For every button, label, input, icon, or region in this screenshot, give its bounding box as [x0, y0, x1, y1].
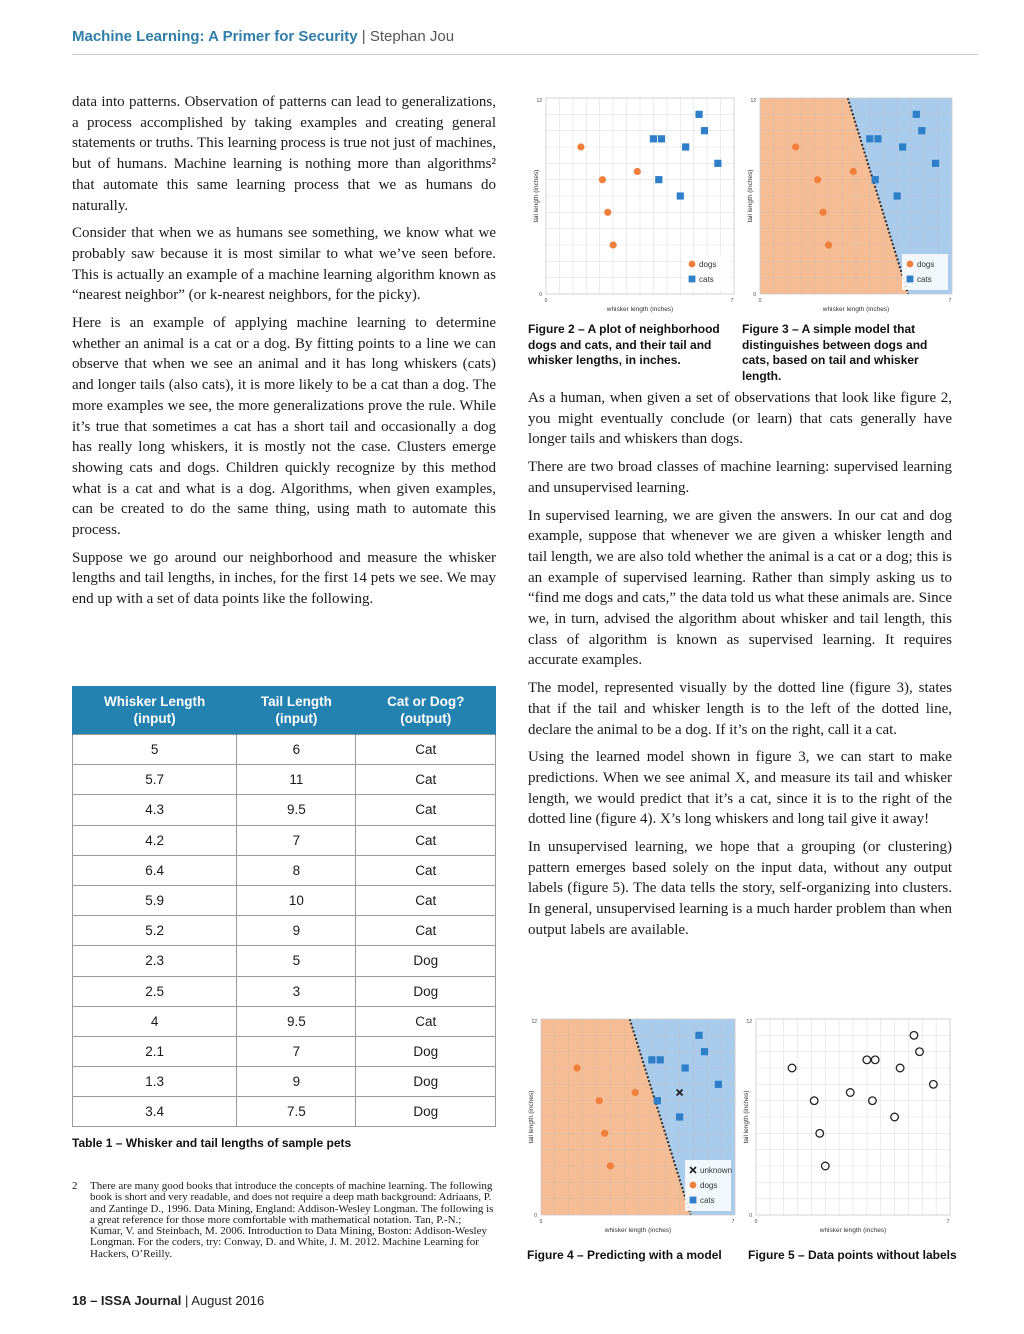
data-point	[601, 1130, 608, 1137]
table-row	[73, 735, 496, 765]
data-point	[632, 1089, 639, 1096]
data-point	[918, 127, 925, 134]
figure-5	[742, 1015, 954, 1237]
data-point	[596, 1097, 603, 1104]
table-cell: Cat	[356, 795, 496, 825]
table-cell: Cat	[356, 825, 496, 855]
data-point	[869, 1097, 877, 1105]
table-header-row	[73, 686, 496, 735]
table-cell: Cat	[356, 885, 496, 915]
y-axis-label: tail length (inches)	[528, 1090, 535, 1144]
data-point	[682, 1064, 689, 1071]
table-cell: 5.2	[73, 916, 237, 946]
data-point	[792, 143, 799, 150]
data-point	[701, 1048, 708, 1055]
y-axis-label: tail length (inches)	[747, 169, 754, 223]
figure-4-caption: Figure 4 – Predicting with a model	[527, 1248, 722, 1262]
x-tick-label: 0	[539, 1219, 543, 1225]
legend-marker	[907, 261, 914, 268]
table-cell: 4.3	[73, 795, 237, 825]
x-tick-label: 7	[731, 1219, 735, 1225]
figure-3-caption: Figure 3 – A simple model that distinguishes between dogs and cats, based on tail and whisker length.	[742, 322, 928, 383]
figure-5-caption: Figure 5 – Data points without labels	[748, 1248, 957, 1262]
header-separator: |	[357, 28, 370, 45]
x-tick-label: 7	[948, 298, 952, 304]
figure-4-plot	[527, 1015, 739, 1237]
legend-label: cats	[699, 275, 714, 284]
paragraph: In supervised learning, we are given the answers. In our cat and dog example, suppose that whenever we are given a whisker length and tail length, we are also told whether the animal is a cat or a dog; this is an example of supervised learning. Rather than simply asking us to “find me dogs and cats,” the data told us what these animals are. Since we, in turn, advised the algorithm about whisker and tail length, this class of algorithm is known as supervised learning. It requires accurate examples.	[528, 507, 952, 669]
table-cell: Dog	[356, 946, 496, 976]
data-point	[648, 1056, 655, 1063]
figure-2-plot	[532, 94, 738, 316]
table-cell: 7.5	[237, 1097, 356, 1127]
table-cell: 6.4	[73, 855, 237, 885]
data-point	[655, 176, 662, 183]
y-tick-label: 0	[749, 1213, 752, 1219]
table-cell: 9.5	[237, 1006, 356, 1036]
x-tick-label: 7	[730, 298, 734, 304]
data-point	[816, 1130, 824, 1138]
table-cell: Dog	[356, 1067, 496, 1097]
legend-label: dogs	[699, 260, 717, 269]
table-row	[73, 1097, 496, 1127]
table-cell: 5.9	[73, 885, 237, 915]
data-point	[872, 176, 879, 183]
table-cell: 1.3	[73, 1067, 237, 1097]
x-tick-label: 0	[544, 298, 548, 304]
footer-page-journal: 18 – ISSA Journal	[72, 1293, 182, 1308]
data-point	[577, 143, 584, 150]
figure-4	[527, 1015, 739, 1237]
table-cell: Cat	[356, 735, 496, 765]
table-row	[73, 1067, 496, 1097]
table-cell: 6	[237, 735, 356, 765]
table-cell: 4	[73, 1006, 237, 1036]
data-point	[825, 241, 832, 248]
paragraph: Consider that when we as humans see something, we know what we probably saw because it is most similar to what we’ve seen before. This is actually an example of a machine learning algorithm known as “nearest neighbor” (or k-nearest neighbors, for the picky).	[72, 225, 496, 304]
table-cell: 9.5	[237, 795, 356, 825]
table-cell: 10	[237, 885, 356, 915]
footer-separator: |	[181, 1293, 192, 1308]
legend-marker	[689, 261, 696, 268]
table-cell: 2.5	[73, 976, 237, 1006]
table-cell: Cat	[356, 916, 496, 946]
table-cell: 5.7	[73, 765, 237, 795]
table-cell: 11	[237, 765, 356, 795]
table-cell: 8	[237, 855, 356, 885]
legend-marker	[907, 276, 914, 283]
data-point	[874, 135, 881, 142]
table-cell: 7	[237, 825, 356, 855]
table-cell: Dog	[356, 1036, 496, 1066]
data-point	[650, 135, 657, 142]
figure-2-caption: Figure 2 – A plot of neighborhood dogs and cats, and their tail and whisker lengths, in inches.	[528, 322, 720, 367]
table-cell: 5	[237, 946, 356, 976]
figure-3-plot	[746, 94, 956, 316]
table-cell: Dog	[356, 1097, 496, 1127]
legend-label: dogs	[700, 1181, 718, 1190]
table-cell: 9	[237, 916, 356, 946]
y-tick-label: 0	[534, 1213, 537, 1219]
footnote-text: There are many good books that introduce the concepts of machine learning. The following book is short and very readable, and does not require a deep math background: Adriaans, P. and Zantinge D., 1996. Data Mining, England: Addison-Wesley Longman. The following is a great reference for those more comfortable with mathematical notation. Tan, P.-N.; Kumar, V. and Steinbach, M. 2006. Introduction to Data Mining, Boston: Addison-Wesley Longman. For the coders, try: Conway, D. and White, J. M. 2012. Machine Learning for Hackers, O’Reilly.	[90, 1180, 494, 1260]
legend-marker	[689, 276, 696, 283]
x-axis-label: whisker length (inches)	[819, 1227, 887, 1234]
data-point	[677, 192, 684, 199]
table-cell: 9	[237, 1067, 356, 1097]
table-cell: Dog	[356, 976, 496, 1006]
table-cell: Cat	[356, 1006, 496, 1036]
table-caption: Table 1 – Whisker and tail lengths of sample pets	[72, 1136, 352, 1150]
data-point	[821, 1162, 829, 1170]
x-axis-label: whisker length (inches)	[606, 306, 674, 313]
table-cell: Cat	[356, 855, 496, 885]
table-row	[73, 946, 496, 976]
data-point	[814, 176, 821, 183]
journal-article-title: Machine Learning: A Primer for Security	[72, 28, 358, 45]
y-axis-label: tail length (inches)	[743, 1090, 750, 1144]
table-cell: 4.2	[73, 825, 237, 855]
data-point	[610, 241, 617, 248]
paragraph: There are two broad classes of machine learning: supervised learning and unsupervised learning.	[528, 459, 952, 496]
footnote	[72, 1181, 496, 1260]
data-point	[894, 192, 901, 199]
table-body	[73, 735, 496, 1127]
data-point	[654, 1097, 661, 1104]
table-row	[73, 825, 496, 855]
x-tick-label: 7	[946, 1219, 950, 1225]
table-row	[73, 885, 496, 915]
column-header-output: Cat or Dog? (output)	[356, 686, 496, 735]
table-row	[73, 765, 496, 795]
y-tick-label: 0	[539, 292, 542, 298]
table-cell: 3	[237, 976, 356, 1006]
table-row	[73, 916, 496, 946]
column-header-whisker: Whisker Length (input)	[73, 686, 237, 735]
data-point	[930, 1081, 938, 1089]
data-point	[863, 1056, 871, 1064]
data-point	[913, 111, 920, 118]
x-tick-label: 0	[758, 298, 762, 304]
data-point	[657, 1056, 664, 1063]
data-point	[866, 135, 873, 142]
data-point	[850, 168, 857, 175]
x-tick-label: 0	[754, 1219, 758, 1225]
paragraph: In unsupervised learning, we hope that a grouping (or clustering) pattern emerges based solely on the input data, without any output labels (figure 5). The data tells the story, self-organizing into clusters. In general, unsupervised learning is a much harder problem than when output labels are available.	[528, 839, 952, 938]
data-point	[896, 1064, 904, 1072]
data-point	[695, 111, 702, 118]
running-header	[72, 28, 454, 45]
table-cell: 7	[237, 1036, 356, 1066]
data-point	[899, 143, 906, 150]
table-cell: 5	[73, 735, 237, 765]
table-cell: Cat	[356, 765, 496, 795]
data-point	[891, 1113, 899, 1121]
data-point	[810, 1097, 818, 1105]
data-point	[715, 1081, 722, 1088]
data-point	[658, 135, 665, 142]
y-axis-label: tail length (inches)	[533, 169, 540, 223]
data-point	[604, 209, 611, 216]
data-point	[634, 168, 641, 175]
data-point	[910, 1032, 918, 1040]
data-point	[916, 1048, 924, 1056]
legend-label: dogs	[917, 260, 935, 269]
footnote-number: 2	[72, 1180, 78, 1192]
data-point	[932, 160, 939, 167]
table-cell: 2.3	[73, 946, 237, 976]
y-tick-label: 0	[753, 292, 756, 298]
footer-date: August 2016	[191, 1293, 265, 1308]
data-point	[871, 1056, 879, 1064]
author-name: Stephan Jou	[369, 28, 455, 45]
data-point	[573, 1064, 580, 1071]
y-tick-label: 12	[536, 98, 542, 104]
data-point	[714, 160, 721, 167]
table-cell: 3.4	[73, 1097, 237, 1127]
table-row	[73, 795, 496, 825]
y-tick-label: 12	[750, 98, 756, 104]
pets-table	[72, 686, 496, 1127]
y-tick-label: 12	[531, 1019, 537, 1025]
paragraph: Here is an example of applying machine learning to determine whether an animal is a cat or a dog. By fitting points to a line we can observe that when we see an animal and it has long whiskers (cats) and longer tails (also cats), it is more likely to be a cat than a dog. The more examples we see, the more generalizations prove the rule. While it’s true that sometimes a cat has a short tail and occasionally a dog has really long whiskers, it is mostly not the case. Clusters emerge showing cats and dogs. Children quickly recognize by this method what is a cat and what is a dog. Algorithms, when given examples, can be created to do the same thing, using math to automate this process.	[72, 315, 496, 539]
table-row	[73, 976, 496, 1006]
paragraph: As a human, when given a set of observations that look like figure 2, you might eventually conclude (or learn) that cats generally have longer tails and whiskers than dogs.	[528, 390, 952, 448]
x-axis-label: whisker length (inches)	[822, 306, 890, 313]
data-point	[599, 176, 606, 183]
data-point	[607, 1162, 614, 1169]
data-point	[682, 143, 689, 150]
figure-3	[746, 94, 956, 316]
data-point	[676, 1113, 683, 1120]
paragraph: Suppose we go around our neighborhood and measure the whisker lengths and tail lengths, in inches, for the first 14 pets we see. We may end up with a set of data points like the following.	[72, 549, 496, 608]
figure-5-plot	[742, 1015, 954, 1237]
paragraph: The model, represented visually by the dotted line (figure 3), states that if the tail and whisker length is to the left of the dotted line, declare the animal to be a dog. If it’s on the right, call it a cat.	[528, 680, 952, 738]
data-point	[846, 1089, 854, 1097]
data-point	[701, 127, 708, 134]
legend-marker	[690, 1197, 697, 1204]
paragraph: data into patterns. Observation of patterns can lead to generalizations, a process accomplished by taking examples and creating general statements or truths. This learning process is true not just of machines, but of humans. Machine learning is nothing more than algorithms² that automate this same learning process that we as humans do naturally.	[72, 94, 496, 214]
x-axis-label: whisker length (inches)	[604, 1227, 672, 1234]
column-header-tail: Tail Length (input)	[237, 686, 356, 735]
table-cell: 2.1	[73, 1036, 237, 1066]
data-point	[819, 209, 826, 216]
data-point	[788, 1064, 796, 1072]
legend-label: unknown	[700, 1166, 733, 1175]
legend-label: cats	[700, 1196, 715, 1205]
header-rule	[72, 54, 978, 55]
right-column	[528, 388, 952, 948]
figure-2	[532, 94, 738, 316]
left-column	[72, 92, 496, 617]
data-point	[695, 1032, 702, 1039]
page-footer	[72, 1293, 264, 1308]
legend-label: cats	[917, 275, 932, 284]
table-row	[73, 855, 496, 885]
y-tick-label: 12	[746, 1019, 752, 1025]
table-row	[73, 1006, 496, 1036]
paragraph: Using the learned model shown in figure 3, we can start to make predictions. When we see animal X, and measure its tail and whisker length, we would predict that it’s a cat, since it is to the right of the dotted line (figure 4). X’s long whiskers and long tail give it away!	[528, 749, 952, 828]
legend-marker	[690, 1182, 697, 1189]
table-row	[73, 1036, 496, 1066]
